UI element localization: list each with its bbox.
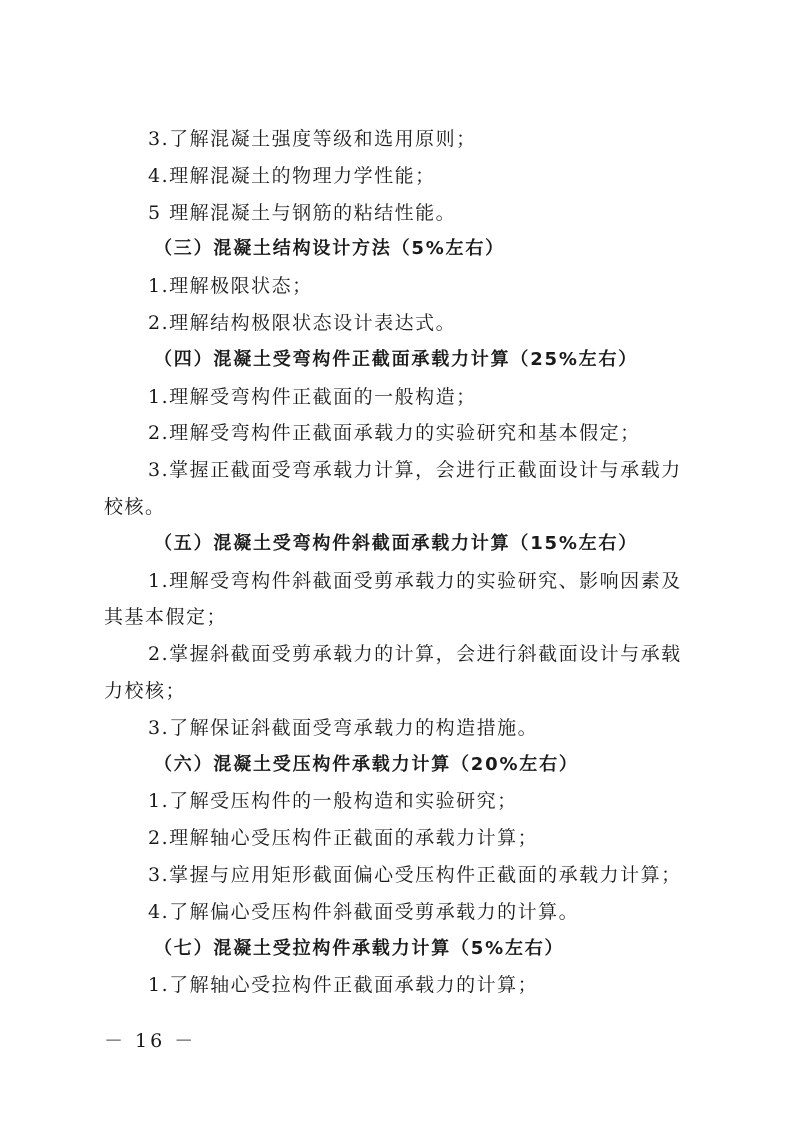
section-heading: （三）混凝土结构设计方法（5%左右） xyxy=(154,238,505,260)
page-body xyxy=(104,121,704,1004)
list-item: 2.理解轴心受压构件正截面的承载力计算； xyxy=(148,827,539,850)
list-item: 4.理解混凝土的物理力学性能； xyxy=(148,164,436,187)
list-item: 1.了解轴心受拉构件正截面承载力的计算； xyxy=(148,974,539,997)
list-item: 3.掌握正截面受弯承载力计算，会进行正截面设计与承载力 xyxy=(148,459,682,482)
list-item: 2.理解结构极限状态设计表达式。 xyxy=(148,311,457,334)
list-item: 2.掌握斜截面受剪承载力的计算，会进行斜截面设计与承载 xyxy=(148,643,682,666)
list-item: 1.理解极限状态； xyxy=(148,275,313,298)
list-item: 1.了解受压构件的一般构造和实验研究； xyxy=(148,790,518,813)
section-heading: （五）混凝土受弯构件斜截面承载力计算（15%左右） xyxy=(154,532,639,554)
list-item-continuation: 力校核； xyxy=(104,679,187,702)
list-item: 2.理解受弯构件正截面承载力的实验研究和基本假定； xyxy=(148,422,641,445)
list-item: 3.了解保证斜截面受弯承载力的构造措施。 xyxy=(148,716,539,739)
section-heading: （六）混凝土受压构件承载力计算（20%左右） xyxy=(154,753,579,775)
list-item: 5 理解混凝土与钢筋的粘结性能。 xyxy=(148,201,457,224)
section-heading: （四）混凝土受弯构件正截面承载力计算（25%左右） xyxy=(154,348,639,370)
list-item: 3.掌握与应用矩形截面偏心受压构件正截面的承载力计算； xyxy=(148,863,682,886)
list-item-continuation: 校核。 xyxy=(104,495,166,518)
list-item: 1.理解受弯构件正截面的一般构造； xyxy=(148,385,477,408)
section-heading: （七）混凝土受拉构件承载力计算（5%左右） xyxy=(154,937,565,959)
list-item: 1.理解受弯构件斜截面受剪承载力的实验研究、影响因素及 xyxy=(148,569,682,592)
list-item: 4.了解偏心受压构件斜截面受剪承载力的计算。 xyxy=(148,900,580,923)
list-item-continuation: 其基本假定； xyxy=(104,606,228,629)
list-item: 3.了解混凝土强度等级和选用原则； xyxy=(148,128,477,150)
page-number: － 16 － xyxy=(104,1030,197,1052)
